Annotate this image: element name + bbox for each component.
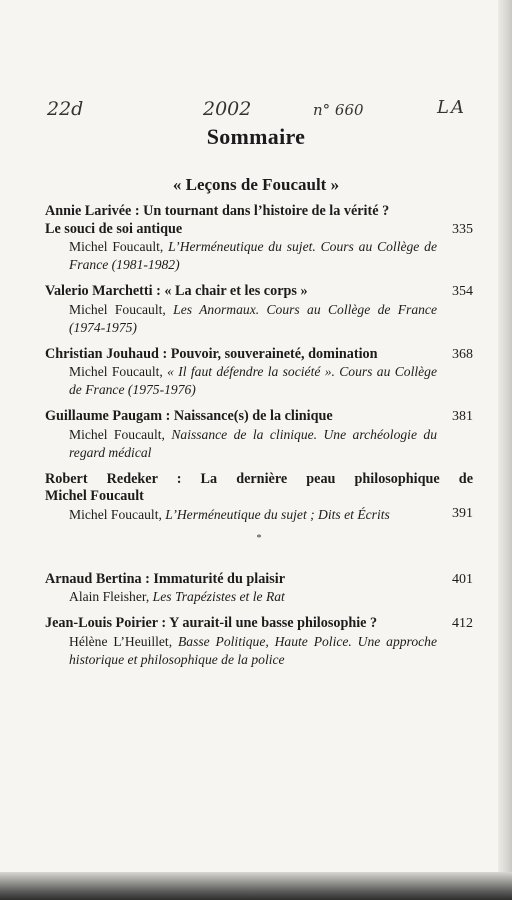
- handwritten-note-year: 2002: [203, 98, 252, 120]
- entry-heading: Annie Larivée : Un tournant dans l’histoire de la vérité ?: [45, 203, 390, 219]
- reference-work: L’Herméneutique du sujet ; Dits et Écrits: [165, 506, 390, 522]
- reference-work: Les Anormaux. Cours au Collège de France (1974-1975): [69, 301, 437, 335]
- entry-reference: [45, 301, 437, 337]
- entry-reference: [45, 633, 437, 669]
- entry-heading-continued: Michel Foucault: [45, 488, 144, 504]
- toc-entry: [45, 571, 473, 607]
- entry-page-number: 401: [452, 571, 473, 587]
- reference-author: Michel Foucault,: [69, 301, 174, 317]
- entry-row: [45, 408, 473, 462]
- entry-heading: Valerio Marchetti : « La chair et les corps »: [45, 283, 308, 299]
- entry-heading: Jean-Louis Poirier : Y aurait-il une basse philosophie ?: [45, 615, 378, 631]
- reference-work: Les Trapézistes et le Rat: [152, 589, 285, 604]
- entry-row: [45, 488, 473, 524]
- toc-entry: [45, 408, 473, 462]
- entry-heading-continued: Le souci de soi antique: [45, 220, 183, 237]
- entry-row: [45, 615, 473, 669]
- entry-page-number: 412: [452, 616, 473, 631]
- reference-author: Hélène L’Heuillet,: [69, 633, 178, 649]
- reference-author: Michel Foucault,: [69, 426, 172, 442]
- entry-page-number: 381: [452, 409, 473, 424]
- scan-shadow-bottom: [0, 872, 512, 900]
- handwritten-note-left: 22d: [47, 98, 84, 120]
- reference-author: Alain Fleisher,: [69, 589, 153, 604]
- reference-work: L’Herméneutique du sujet. Cours au Collège de France (1981-1982): [69, 239, 437, 272]
- entry-row: [45, 571, 473, 607]
- entry-reference: [45, 588, 437, 606]
- reference-author: Michel Foucault,: [69, 506, 166, 522]
- table-of-contents: [45, 203, 473, 678]
- reference-work: « Il faut défendre la société ». Cours au Collège de France (1975-1976): [69, 364, 438, 397]
- entry-row: [45, 283, 473, 337]
- toc-entry: [45, 203, 473, 274]
- section-separator: *: [256, 532, 262, 544]
- reference-author: Michel Foucault,: [69, 364, 168, 379]
- handwritten-note-number: n° 660: [313, 101, 364, 119]
- entry-page-number: 391: [452, 506, 473, 521]
- handwritten-note-right: LA: [437, 97, 466, 118]
- entry-heading: Robert Redeker : La dernière peau philosophique de: [45, 470, 473, 487]
- entry-reference: [45, 506, 437, 524]
- entry-reference: [45, 426, 437, 462]
- toc-entry: [45, 471, 473, 524]
- entry-heading: Christian Jouhaud : Pouvoir, souveraineté, domination: [45, 345, 378, 362]
- page-title: Sommaire: [206, 124, 306, 149]
- toc-entry: [45, 346, 473, 400]
- toc-entry: [45, 615, 473, 669]
- entry-row: [45, 221, 473, 275]
- reference-work: Naissance de la clinique. Une archéologie du regard médical: [69, 426, 437, 460]
- entry-page-number: 335: [452, 221, 473, 237]
- entry-heading: Arnaud Bertina : Immaturité du plaisir: [45, 570, 286, 587]
- reference-author: Michel Foucault,: [69, 239, 169, 254]
- entry-page-number: 354: [452, 284, 473, 299]
- entry-heading: Guillaume Paugam : Naissance(s) de la clinique: [45, 408, 333, 424]
- entry-reference: [45, 363, 437, 399]
- entry-page-number: 368: [452, 346, 473, 362]
- entry-reference: [45, 238, 437, 274]
- section-title: « Leçons de Foucault »: [172, 175, 340, 194]
- toc-entry: [45, 283, 473, 337]
- reference-work: Basse Politique, Haute Police. Une approche historique et philosophique de la police: [69, 633, 437, 667]
- entry-row: [45, 346, 473, 400]
